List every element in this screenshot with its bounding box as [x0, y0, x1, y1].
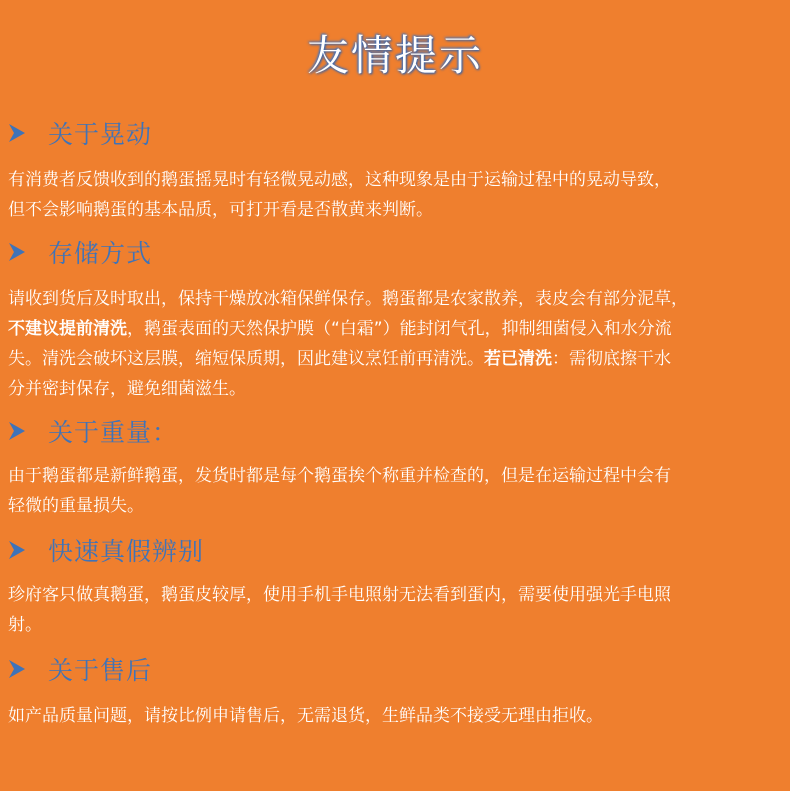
section-heading-text: 关于重量： — [48, 418, 179, 447]
text-span: ，鹅蛋表面的天然保护膜（“白霜”）能封闭气孔，抑制细菌侵入和水分流 — [127, 319, 672, 339]
section-heading-text: 快速真假辨别 — [48, 537, 205, 566]
section-heading-shaking — [8, 115, 152, 151]
text-line: 有消费者反馈收到的鹅蛋摇晃时有轻微晃动感，这种现象是由于运输过程中的晃动导致， — [8, 170, 671, 190]
section-heading-text: 关于晃动 — [48, 120, 153, 149]
text-line: 珍府客只做真鹅蛋，鹅蛋皮较厚，使用手机手电照射无法看到蛋内，需要使用强光手电照 — [8, 585, 671, 605]
section-heading-storage — [8, 234, 152, 270]
section-heading-text: 存储方式 — [48, 239, 153, 268]
section-text-shaking — [8, 165, 786, 225]
bold-text: 若已清洗 — [484, 349, 552, 369]
section-heading-authenticity — [8, 532, 204, 568]
arrow-right-icon — [8, 540, 26, 560]
section-text-aftersales — [8, 701, 786, 731]
text-span: 失。清洗会破坏这层膜，缩短保质期，因此建议烹饪前再清洗。 — [8, 349, 484, 369]
text-line: 射。 — [8, 615, 42, 635]
arrow-right-icon — [8, 659, 26, 679]
text-line: 由于鹅蛋都是新鲜鹅蛋，发货时都是每个鹅蛋挨个称重并检查的，但是在运输过程中会有 — [8, 466, 671, 486]
section-text-weight — [8, 461, 786, 521]
section-text-storage — [8, 284, 786, 404]
text-line — [8, 344, 786, 374]
text-line — [8, 314, 786, 344]
bold-text: 不建议提前清洗 — [8, 319, 127, 339]
text-line: 轻微的重量损失。 — [8, 496, 144, 516]
section-text-authenticity — [8, 580, 786, 640]
section-heading-weight — [8, 413, 178, 449]
section-heading-aftersales — [8, 651, 152, 687]
arrow-right-icon — [8, 242, 26, 262]
text-line: 请收到货后及时取出，保持干燥放冰箱保鲜保存。鹅蛋都是农家散养，表皮会有部分泥草， — [8, 289, 688, 309]
text-line: 分并密封保存，避免细菌滋生。 — [8, 379, 246, 399]
text-line: 如产品质量问题，请按比例申请售后，无需退货，生鲜品类不接受无理由拒收。 — [8, 706, 603, 726]
arrow-right-icon — [8, 421, 26, 441]
arrow-right-icon — [8, 123, 26, 143]
section-heading-text: 关于售后 — [48, 656, 153, 685]
page-title: 友情提示 — [306, 31, 483, 80]
text-line: 但不会影响鹅蛋的基本品质，可打开看是否散黄来判断。 — [8, 200, 433, 220]
text-span: ：需彻底擦干水 — [552, 349, 671, 369]
